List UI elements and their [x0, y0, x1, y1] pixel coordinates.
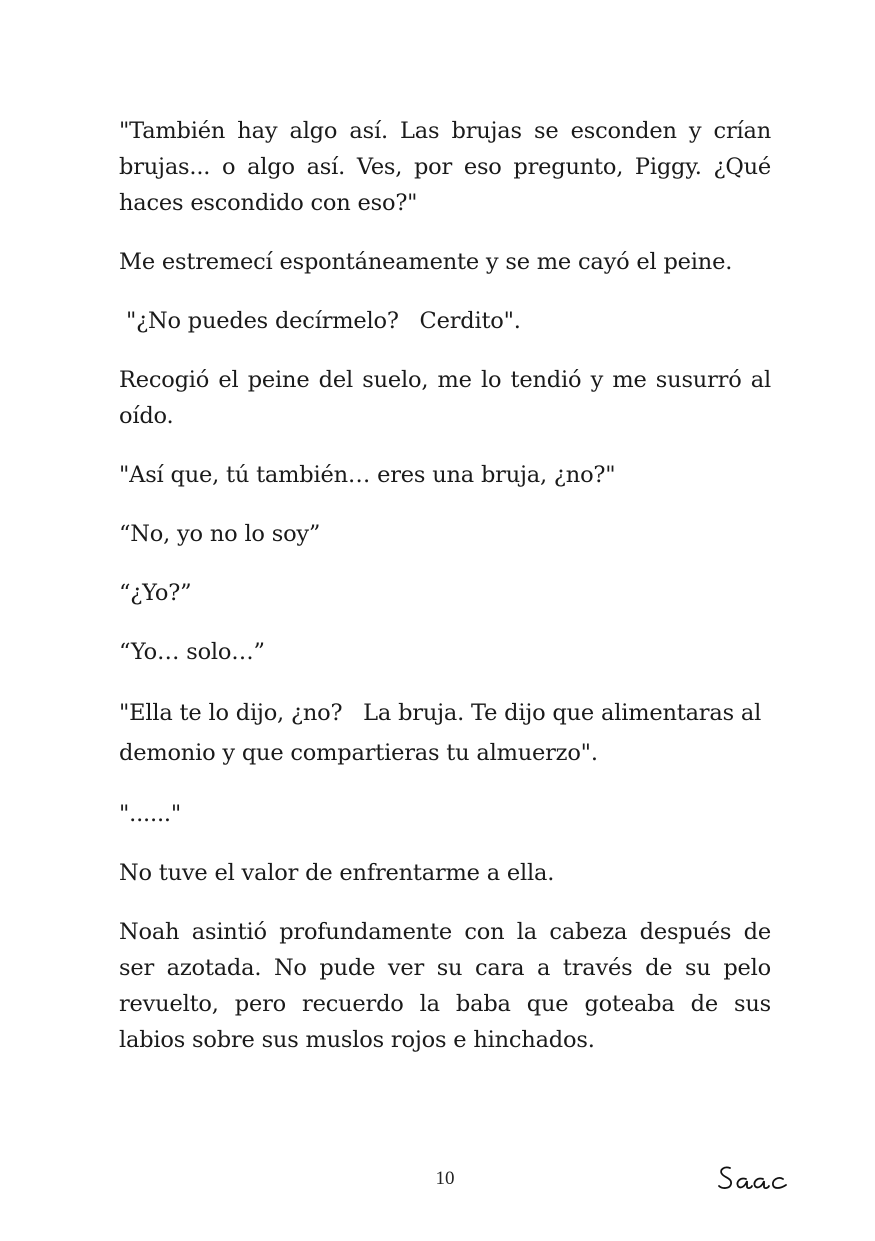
paragraph: “No, yo no lo soy”	[119, 521, 321, 547]
paragraph: "También hay algo así. Las brujas se esconden y crían brujas... o algo así. Ves, por eso pregunto, Piggy. ¿Qué haces escondido con eso?"	[119, 118, 771, 216]
paragraph: "......"	[119, 801, 182, 827]
body-text	[119, 113, 771, 1081]
paragraph: “¿Yo?”	[119, 580, 192, 606]
paragraph: Noah asintió profundamente con la cabeza después de ser azotada. No pude ver su cara a través de su pelo revuelto, pero recuerdo la baba que goteaba de sus labios sobre sus muslos rojos e hinchados.	[119, 919, 771, 1053]
paragraph: “Yo… solo…”	[119, 639, 265, 665]
paragraph: "¿No puedes decírmelo? Cerdito".	[119, 308, 521, 334]
signature-logo	[716, 1160, 796, 1196]
paragraph: "Así que, tú también… eres una bruja, ¿no?"	[119, 462, 616, 488]
paragraph: Me estremecí espontáneamente y se me cayó el peine.	[119, 249, 733, 275]
paragraph: "Ella te lo dijo, ¿no? La bruja. Te dijo que alimentaras al demonio y que compartieras tu almuerzo".	[119, 700, 769, 766]
signature-icon	[716, 1160, 796, 1196]
page-number: 10	[435, 1168, 455, 1189]
paragraph: No tuve el valor de enfrentarme a ella.	[119, 860, 555, 886]
paragraph: Recogió el peine del suelo, me lo tendió y me susurró al oído.	[119, 367, 771, 429]
